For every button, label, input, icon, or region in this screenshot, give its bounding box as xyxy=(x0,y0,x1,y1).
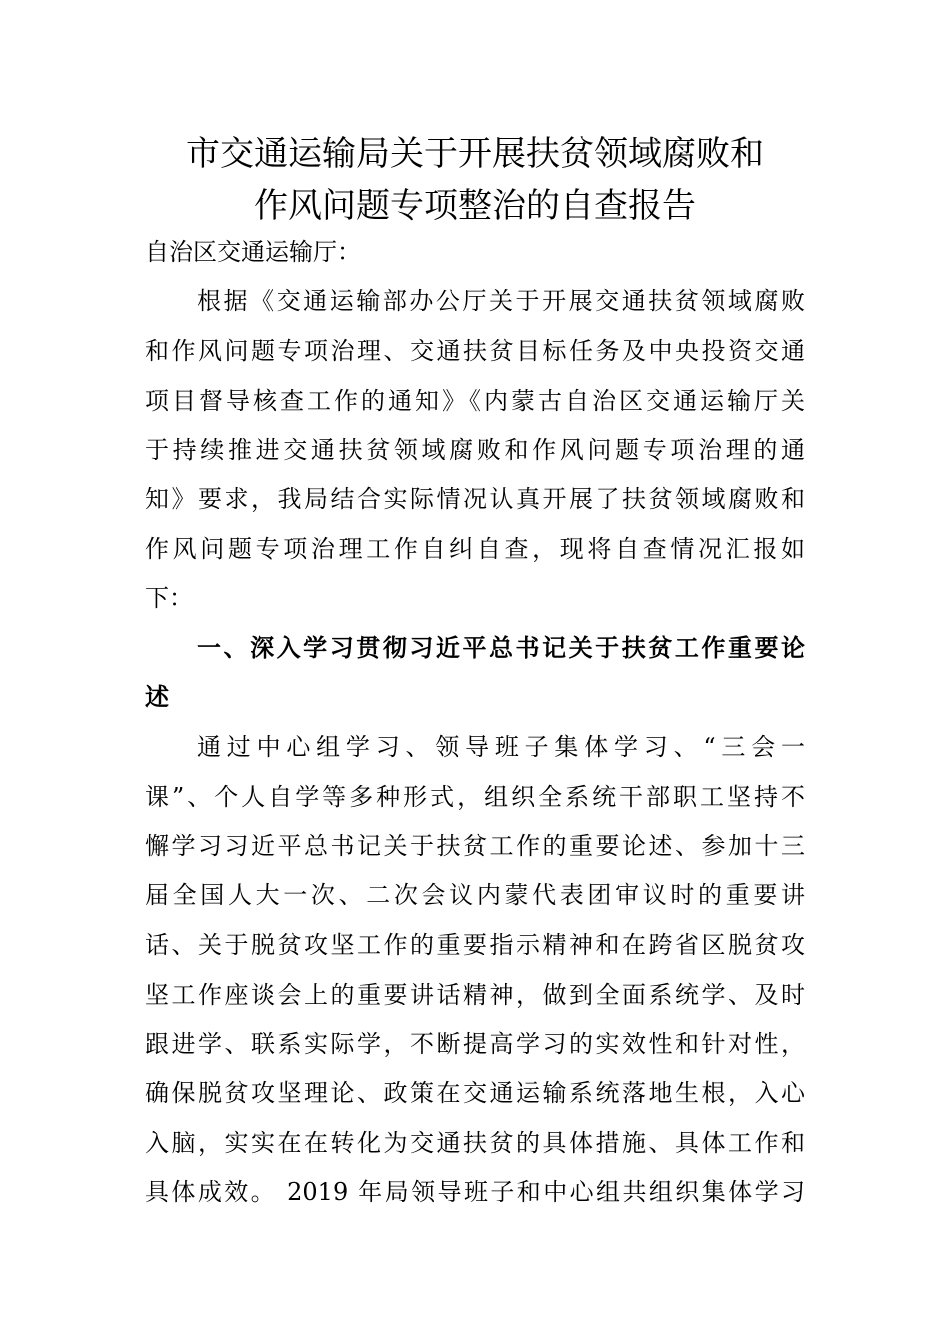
paragraph-1-line: 根据《交通运输部办公厅关于开展交通扶贫领域腐败 xyxy=(197,287,805,315)
section-1-heading: 一、深入学习贯彻习近平总书记关于扶贫工作重要论 xyxy=(197,634,805,662)
paragraph-1-line: 作风问题专项治理工作自纠自查，现将自查情况汇报如 xyxy=(145,535,805,563)
paragraph-1-line: 项目督导核查工作的通知》《内蒙古自治区交通运输厅关 xyxy=(145,387,805,415)
paragraph-1-line: 下： xyxy=(145,584,193,612)
paragraph-2-line: 话、关于脱贫攻坚工作的重要指示精神和在跨省区脱贫攻 xyxy=(145,931,805,959)
paragraph-1-line: 和作风问题专项治理、交通扶贫目标任务及中央投资交通 xyxy=(145,337,805,365)
paragraph-2-line: 通过中心组学习、领导班子集体学习、“三会一 xyxy=(197,733,805,761)
paragraph-2-line: 坚工作座谈会上的重要讲话精神，做到全面系统学、及时 xyxy=(145,981,805,1009)
salutation: 自治区交通运输厅： xyxy=(145,238,361,266)
paragraph-1-line: 于持续推进交通扶贫领域腐败和作风问题专项治理的通 xyxy=(145,436,805,464)
document-title-line-2: 作风问题专项整治的自查报告 xyxy=(254,186,696,226)
paragraph-1-line: 知》要求，我局结合实际情况认真开展了扶贫领域腐败和 xyxy=(145,485,805,513)
section-1-heading: 述 xyxy=(145,683,169,711)
paragraph-2-line: 确保脱贫攻坚理论、政策在交通运输系统落地生根，入心 xyxy=(145,1079,805,1107)
paragraph-2-line: 跟进学、联系实际学，不断提高学习的实效性和针对性， xyxy=(145,1030,805,1058)
document-title-line-1: 市交通运输局关于开展扶贫领域腐败和 xyxy=(186,134,764,174)
paragraph-2-line: 课”、个人自学等多种形式，组织全系统干部职工坚持不 xyxy=(145,783,805,811)
paragraph-2-line: 届全国人大一次、二次会议内蒙代表团审议时的重要讲 xyxy=(145,881,805,909)
paragraph-2-line: 懈学习习近平总书记关于扶贫工作的重要论述、参加十三 xyxy=(145,832,805,860)
paragraph-2-line: 具体成效。 2019 年局领导班子和中心组共组织集体学习 xyxy=(145,1178,805,1206)
paragraph-2-line: 入脑，实实在在转化为交通扶贫的具体措施、具体工作和 xyxy=(145,1129,805,1157)
